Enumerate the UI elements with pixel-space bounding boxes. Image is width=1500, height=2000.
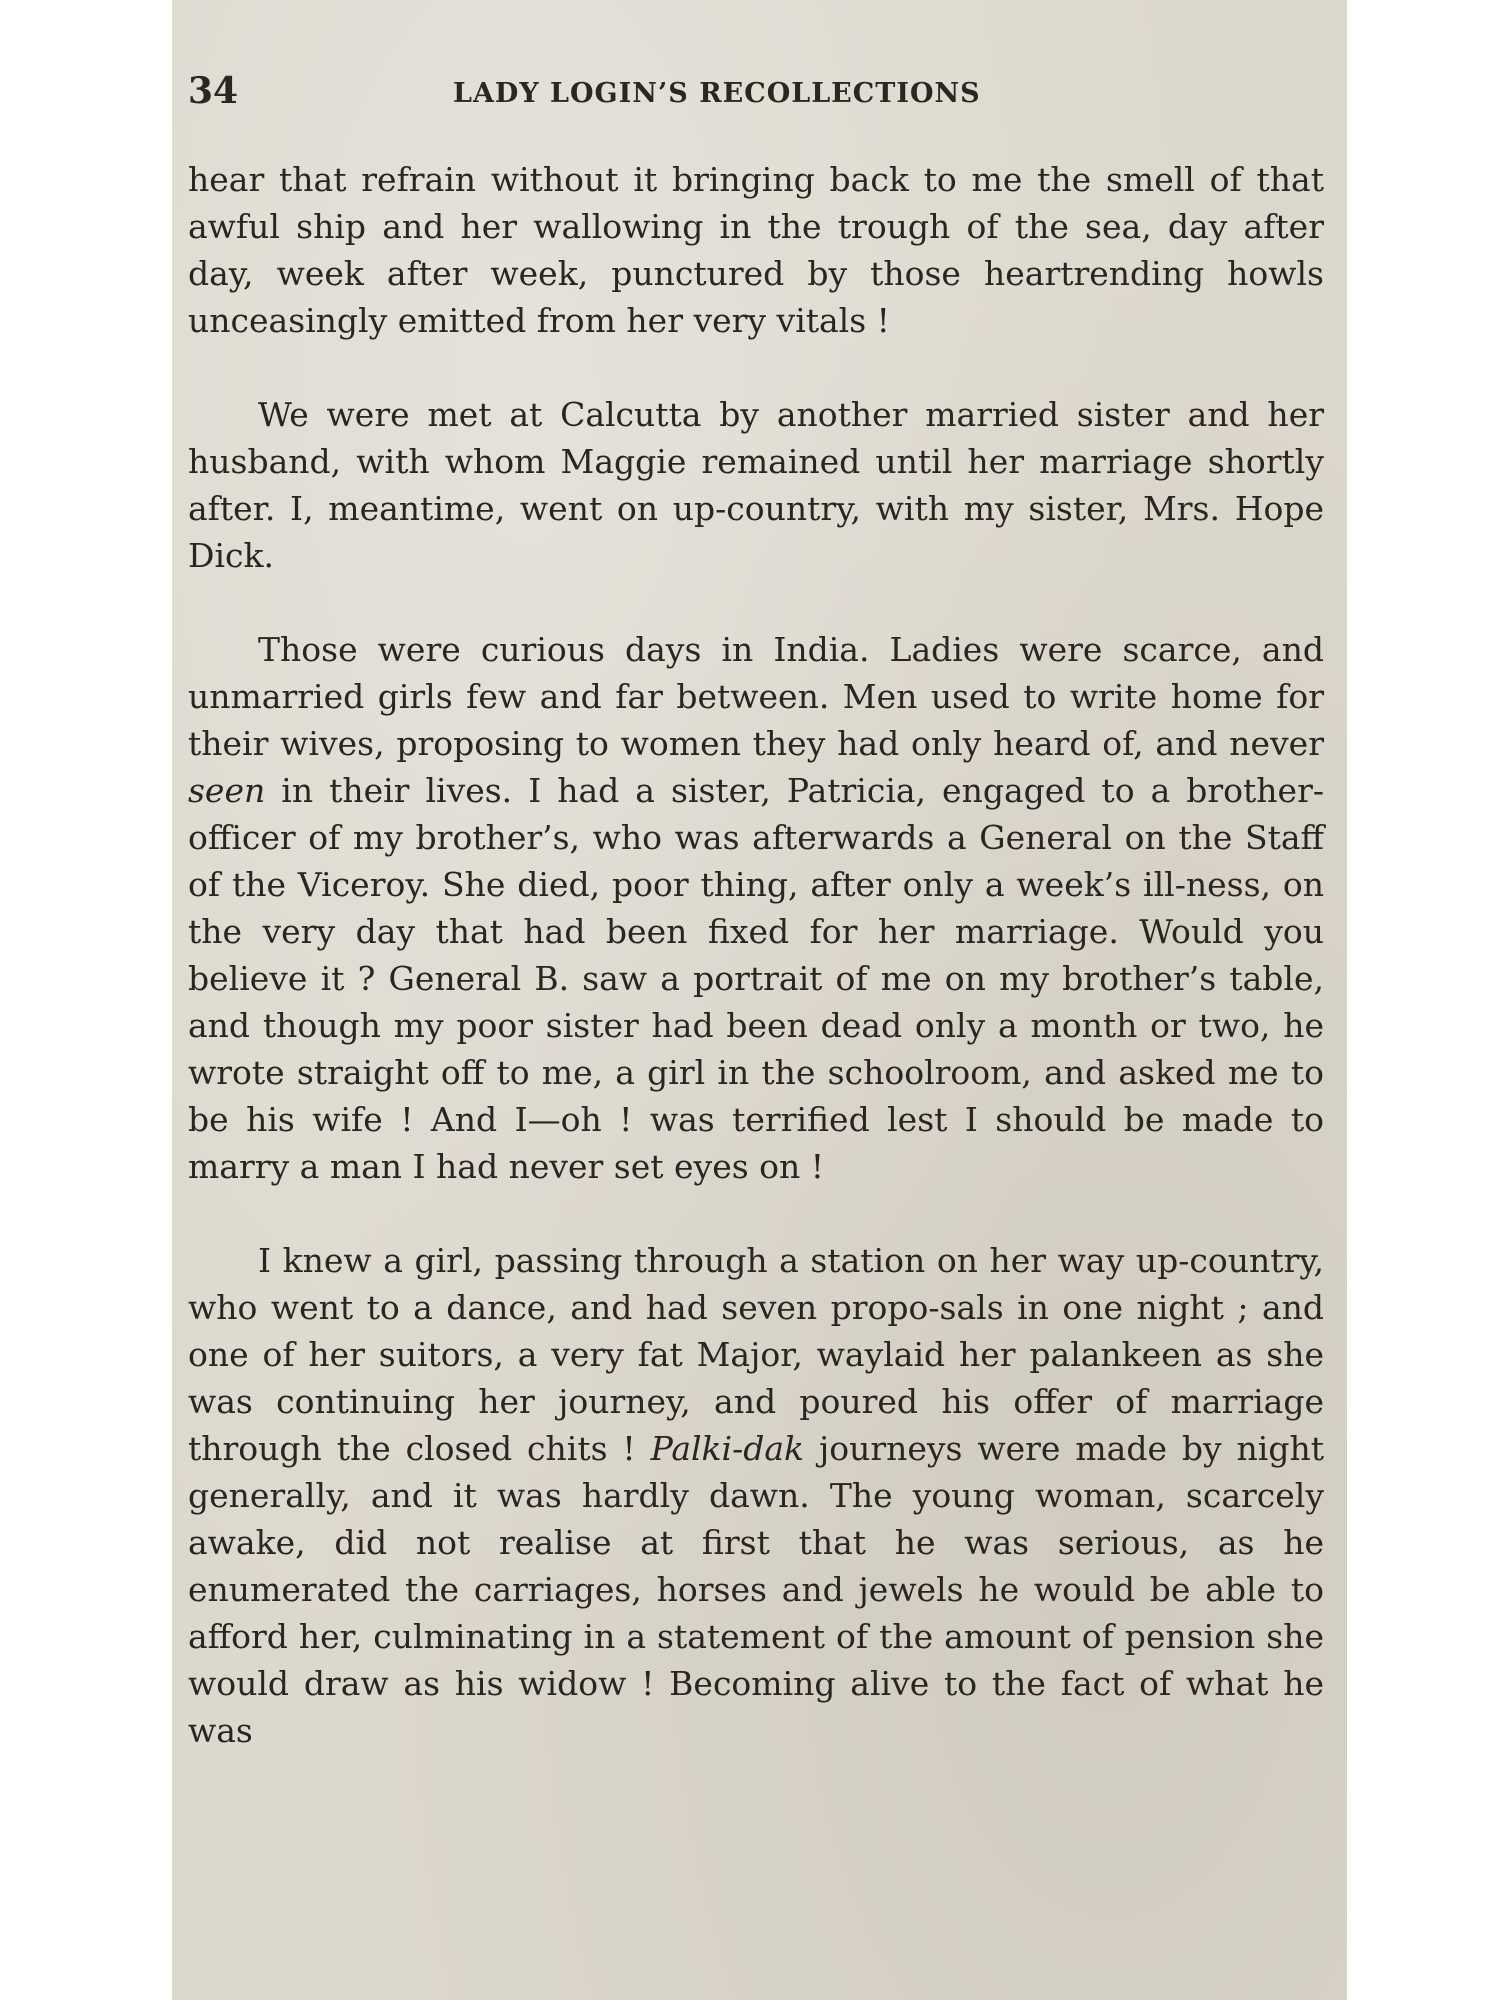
paragraph-text: Those were curious days in India. Ladies were scarce, and unmarried girls few and far between. Men used to write home for their wives, proposing to women they had only heard of, and never	[188, 630, 1324, 763]
paragraph	[188, 391, 1324, 579]
book-page	[172, 0, 1347, 2000]
paragraph-text: hear that refrain without it bringing back to me the smell of that awful ship and her wallowing in the trough of the sea, day after day, week after week, punctured by those heartrending howls unceasingly emitted from her very vitals !	[188, 160, 1324, 340]
page-number: 34	[188, 70, 239, 112]
paragraph-text: I knew a girl, passing through a station on her way up-country, who went to a dance, and had seven propo-sals in one night ; and one of her suitors, a very fat Major, waylaid her palankeen as she was continuing her journey, and poured his offer of marriage through the closed chits !	[188, 1241, 1324, 1468]
running-title: LADY LOGIN’S RECOLLECTIONS	[453, 78, 981, 109]
paragraph	[188, 626, 1324, 1190]
paragraph-text: in their lives. I had a sister, Patricia, engaged to a brother-officer of my brother’s, who was afterwards a General on the Staff of the Viceroy. She died, poor thing, after only a week’s ill-ness, on the very day that had been fixed for her marriage. Would you believe it ? General B. saw a portrait of me on my brother’s table, and though my poor sister had been dead only a month or two, he wrote straight off to me, a girl in the schoolroom, and asked me to be his wife ! And I—oh ! was terrified lest I should be made to marry a man I had never set eyes on !	[188, 771, 1324, 1186]
paragraph	[188, 156, 1324, 344]
italic-word: Palki-dak	[650, 1429, 805, 1468]
paragraph	[188, 1237, 1324, 1754]
body-text	[188, 156, 1324, 1754]
paragraph-text: journeys were made by night generally, and it was hardly dawn. The young woman, scarcely awake, did not realise at first that he was serious, as he enumerated the carriages, horses and jewels he would be able to afford her, culminating in a statement of the amount of pension she would draw as his widow ! Becoming alive to the fact of what he was	[188, 1429, 1324, 1750]
italic-word: seen	[188, 771, 266, 810]
paragraph-text: We were met at Calcutta by another married sister and her husband, with whom Maggie remained until her marriage shortly after. I, meantime, went on up-country, with my sister, Mrs. Hope Dick.	[188, 395, 1324, 575]
running-head	[188, 70, 1328, 120]
